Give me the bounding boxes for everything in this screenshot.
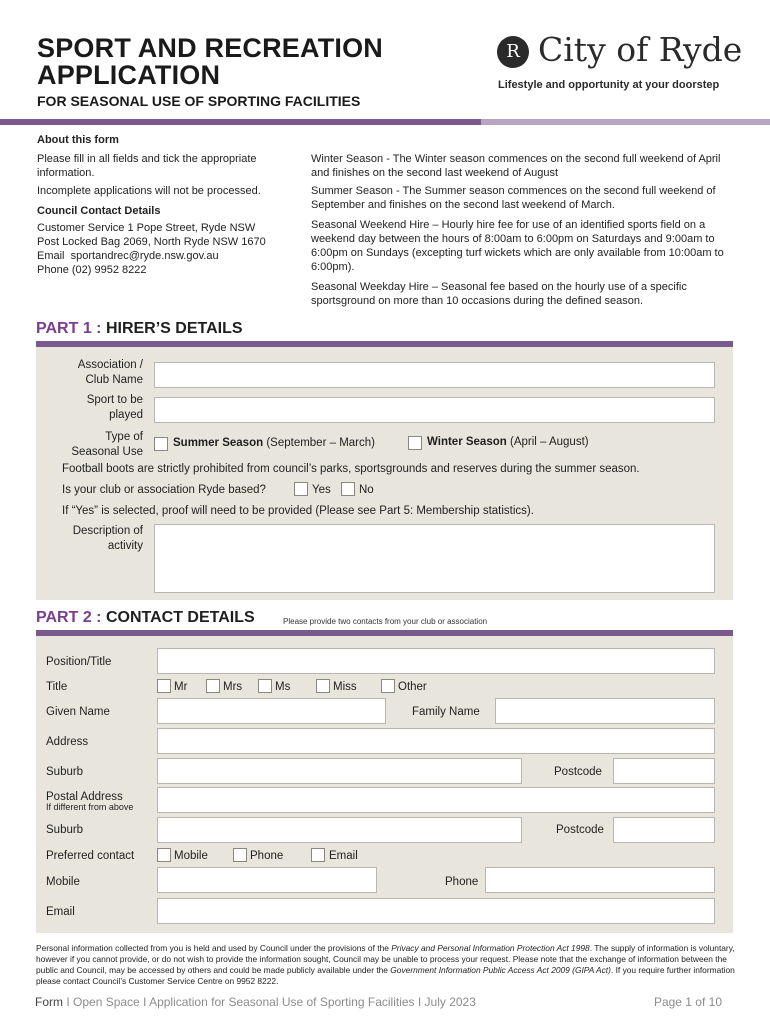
preferred-email-checkbox[interactable] <box>311 848 325 862</box>
suburb-label: Suburb <box>46 766 84 778</box>
title-mr-checkbox[interactable] <box>157 679 171 693</box>
address-input[interactable] <box>157 728 715 754</box>
phone-label: Phone <box>445 876 479 888</box>
mobile-input[interactable] <box>157 867 377 893</box>
incomplete-note: Incomplete applications will not be processed. <box>37 185 261 197</box>
summer-season-note: Summer Season - The Summer season commences on the second full weekend of September and finishes on the second last weekend of March. <box>311 185 716 211</box>
footer-form-details: I Open Space I Application for Seasonal Use of Sporting Facilities I July 2023 <box>66 995 476 1009</box>
suburb2-input[interactable] <box>157 817 522 843</box>
header-bar-light <box>481 119 770 125</box>
postal-address-input[interactable] <box>157 787 715 813</box>
email-label: Email <box>37 250 65 262</box>
description-input[interactable] <box>154 524 715 593</box>
title-other-label: Other <box>398 681 427 693</box>
winter-season-option: Winter Season (April – August) <box>427 436 589 448</box>
assoc-label: Association / Club Name <box>77 359 143 386</box>
title-ms-label: Ms <box>275 681 291 693</box>
summer-season-option: Summer Season (September – March) <box>173 437 375 449</box>
part1-heading <box>36 320 243 338</box>
page-number: Page 1 of 10 <box>653 995 722 1009</box>
family-name-label: Family Name <box>412 706 480 718</box>
address-value: 1 Pope Street, Ryde NSW <box>127 222 256 234</box>
city-of-ryde-logo-text: City of Ryde <box>538 30 743 69</box>
ryde-yes-checkbox[interactable] <box>294 482 308 496</box>
part2-heading <box>36 609 255 627</box>
weekday-hire-note: Seasonal Weekday Hire – Seasonal fee based on the hourly use of a specific sportsground on more than 10 occasions during the defined season. <box>311 281 687 307</box>
proof-note: If “Yes” is selected, proof will need to be provided (Please see Part 5: Membership statistics). <box>62 505 534 517</box>
title-label: Title <box>46 681 68 693</box>
phone-line: Phone (02) 9952 8222 <box>37 264 147 276</box>
boots-note: Football boots are strictly prohibited from council’s parks, sportsgrounds and reserves during the summer season. <box>62 463 640 475</box>
mobile-label: Mobile <box>46 876 80 888</box>
title-mrs-label: Mrs <box>223 681 243 693</box>
given-name-input[interactable] <box>157 698 386 724</box>
description-label: Description of activity <box>72 525 143 552</box>
ryde-no-label: No <box>359 484 374 496</box>
preferred-mobile-label: Mobile <box>174 850 208 862</box>
contact-heading: Council Contact Details <box>37 205 161 217</box>
postcode2-input[interactable] <box>613 817 715 843</box>
header-bar-dark <box>0 119 481 125</box>
email-label: Email <box>46 906 75 918</box>
title-miss-checkbox[interactable] <box>316 679 330 693</box>
title-miss-label: Miss <box>333 681 357 693</box>
address-label: Address <box>46 736 89 748</box>
suburb2-label: Suburb <box>46 824 84 836</box>
ryde-based-question: Is your club or association Ryde based? <box>62 484 266 496</box>
preferred-contact-label: Preferred contact <box>46 850 135 862</box>
post-line: Post Locked Bag 2069, North Ryde NSW 1670 <box>37 236 266 248</box>
postcode-label: Postcode <box>554 766 602 778</box>
preferred-phone-checkbox[interactable] <box>233 848 247 862</box>
suburb-input[interactable] <box>157 758 522 784</box>
summer-season-checkbox[interactable] <box>154 437 168 451</box>
about-heading: About this form <box>37 134 119 146</box>
assoc-name-input[interactable] <box>154 362 715 388</box>
email-line <box>37 249 219 263</box>
weekend-hire-note: Seasonal Weekend Hire – Hourly hire fee for use of an identified sports field on a weekend day between the hours of 8:00am to 6:00pm on Saturdays and 9:00am to 6:00pm on Sundays (excepting turf wickets which are only available from 10:00am to 6:00pm). <box>311 219 724 273</box>
title-mrs-checkbox[interactable] <box>206 679 220 693</box>
footer-form-info <box>35 995 476 1009</box>
preferred-email-label: Email <box>329 850 358 862</box>
winter-season-note: Winter Season - The Winter season commences on the second full weekend of April and finishes on the second last weekend of August <box>311 153 721 179</box>
part2-title: CONTACT DETAILS <box>105 609 255 626</box>
preferred-mobile-checkbox[interactable] <box>157 848 171 862</box>
title-line-2: APPLICATION <box>37 60 221 90</box>
position-input[interactable] <box>157 648 715 674</box>
postal-address-sublabel: If different from above <box>46 802 134 812</box>
position-label: Position/Title <box>46 656 112 668</box>
email-value: sportandrec@ryde.nsw.gov.au <box>70 250 219 262</box>
postcode2-label: Postcode <box>556 824 604 836</box>
title-line-1: SPORT AND RECREATION <box>37 33 384 63</box>
title-mr-label: Mr <box>174 681 188 693</box>
address-line <box>37 221 255 235</box>
postcode-input[interactable] <box>613 758 715 784</box>
page-subtitle: FOR SEASONAL USE OF SPORTING FACILITIES <box>37 93 361 109</box>
given-name-label: Given Name <box>46 706 110 718</box>
part2-note: Please provide two contacts from your club or association <box>283 617 488 626</box>
sport-input[interactable] <box>154 397 715 423</box>
privacy-note: Personal information collected from you is held and used by Council under the provisions of the Privacy and Personal Information Protection Act 1998. The supply of information is voluntary, however if you cannot provide, or do not wish to provide the information sought, Council may be unable to process your request. Please note that the exchange of information between the public and Council, may be accessed by others and could be made publicly available under the Government Information Public Access Act 2009 (GIPA Act). If you require further information please contact Council’s Customer Service Centre on 9952 8222. <box>36 943 735 986</box>
sport-label: Sport to be played <box>86 394 143 421</box>
winter-season-checkbox[interactable] <box>408 436 422 450</box>
tagline: Lifestyle and opportunity at your doorstep <box>498 79 720 91</box>
email-input[interactable] <box>157 898 715 924</box>
city-of-ryde-logo-icon: R <box>497 36 529 68</box>
ryde-yes-label: Yes <box>312 484 331 496</box>
title-other-checkbox[interactable] <box>381 679 395 693</box>
postal-address-label: Postal Address <box>46 791 123 803</box>
part2-number: PART 2 : <box>36 609 102 626</box>
preferred-phone-label: Phone <box>250 850 284 862</box>
title-ms-checkbox[interactable] <box>258 679 272 693</box>
part1-number: PART 1 : <box>36 320 102 337</box>
fill-note: Please fill in all fields and tick the appropriate information. <box>37 153 257 179</box>
ryde-no-checkbox[interactable] <box>341 482 355 496</box>
footer-form-word: Form <box>35 995 63 1009</box>
address-label: Customer Service <box>37 222 125 234</box>
part1-title: HIRER’S DETAILS <box>105 320 243 337</box>
phone-input[interactable] <box>485 867 715 893</box>
family-name-input[interactable] <box>495 698 715 724</box>
page-title <box>37 35 383 89</box>
type-label: Type of Seasonal Use <box>71 431 143 458</box>
